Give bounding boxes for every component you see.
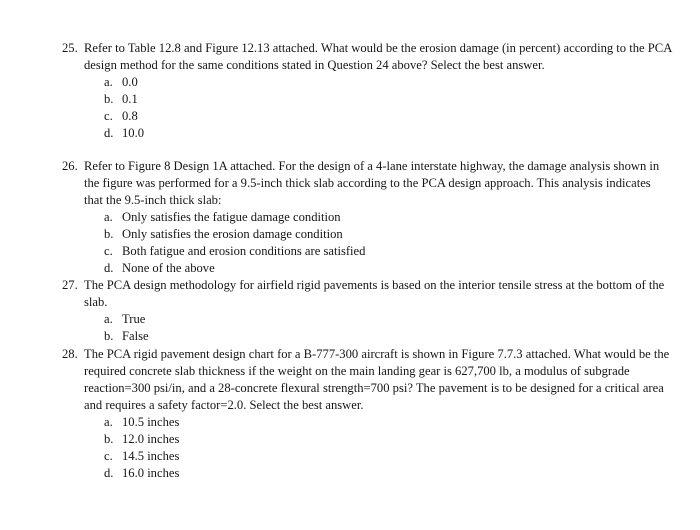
option-text: False xyxy=(122,329,149,343)
option-letter: c. xyxy=(104,449,113,463)
option-text: Both fatigue and erosion conditions are satisfied xyxy=(122,244,366,258)
option-text: 10.0 xyxy=(122,126,145,140)
option-text: None of the above xyxy=(122,261,215,275)
option-letter: b. xyxy=(104,329,114,343)
option-item[interactable] xyxy=(104,465,672,482)
option-item[interactable] xyxy=(104,91,672,108)
option-letter: a. xyxy=(104,312,113,326)
option-text: 0.8 xyxy=(122,109,138,123)
question-number: 25. xyxy=(62,41,78,55)
option-letter: c. xyxy=(104,109,113,123)
question-25 xyxy=(62,40,672,142)
option-text: 12.0 inches xyxy=(122,432,180,446)
option-item[interactable] xyxy=(104,328,672,345)
option-item[interactable] xyxy=(104,226,672,243)
option-item[interactable] xyxy=(104,431,672,448)
option-letter: a. xyxy=(104,415,113,429)
question-text: Refer to Table 12.8 and Figure 12.13 attached. What would be the erosion damage (in percent) according to the PCA design method for the same conditions stated in Question 24 above? Select the best answer. xyxy=(84,41,672,72)
option-letter: a. xyxy=(104,210,113,224)
option-list xyxy=(104,74,672,142)
option-text: 10.5 inches xyxy=(122,415,180,429)
option-list xyxy=(104,414,672,482)
option-letter: b. xyxy=(104,92,114,106)
question-text: The PCA design methodology for airfield rigid pavements is based on the interior tensile stress at the bottom of the slab. xyxy=(84,278,665,309)
question-number: 28. xyxy=(62,347,78,361)
option-item[interactable] xyxy=(104,260,672,277)
option-letter: b. xyxy=(104,432,114,446)
option-text: True xyxy=(122,312,146,326)
option-text: Only satisfies the fatigue damage condition xyxy=(122,210,341,224)
question-number: 27. xyxy=(62,278,78,292)
option-item[interactable] xyxy=(104,448,672,465)
option-text: 14.5 inches xyxy=(122,449,180,463)
question-text: The PCA rigid pavement design chart for a B-777-300 aircraft is shown in Figure 7.7.3 attached. What would be the required concrete slab thickness if the weight on the main landing gear is 627,700 lb, a modulus of subgrade reaction=300 psi/in, and a 28-concrete flexural strength=700 psi? The pavement is to be designed for a critical area and requires a safety factor=2.0. Select the best answer. xyxy=(84,347,670,412)
option-text: 0.1 xyxy=(122,92,138,106)
option-text: Only satisfies the erosion damage condition xyxy=(122,227,343,241)
option-text: 16.0 inches xyxy=(122,466,180,480)
question-text: Refer to Figure 8 Design 1A attached. For the design of a 4-lane interstate highway, the damage analysis shown in the figure was performed for a 9.5-inch thick slab according to the PCA design approach. This analysis indicates that the 9.5-inch thick slab: xyxy=(84,159,660,207)
question-28 xyxy=(62,346,672,482)
option-item[interactable] xyxy=(104,209,672,226)
question-27 xyxy=(62,277,672,345)
option-item[interactable] xyxy=(104,243,672,260)
option-letter: a. xyxy=(104,75,113,89)
option-text: 0.0 xyxy=(122,75,138,89)
option-item[interactable] xyxy=(104,125,672,142)
option-item[interactable] xyxy=(104,311,672,328)
option-item[interactable] xyxy=(104,414,672,431)
option-letter: c. xyxy=(104,244,113,258)
question-number: 26. xyxy=(62,159,78,173)
option-item[interactable] xyxy=(104,108,672,125)
option-list xyxy=(104,209,672,277)
option-letter: d. xyxy=(104,261,114,275)
option-list xyxy=(104,311,672,345)
option-item[interactable] xyxy=(104,74,672,91)
option-letter: b. xyxy=(104,227,114,241)
option-letter: d. xyxy=(104,126,114,140)
option-letter: d. xyxy=(104,466,114,480)
question-26 xyxy=(62,158,672,277)
